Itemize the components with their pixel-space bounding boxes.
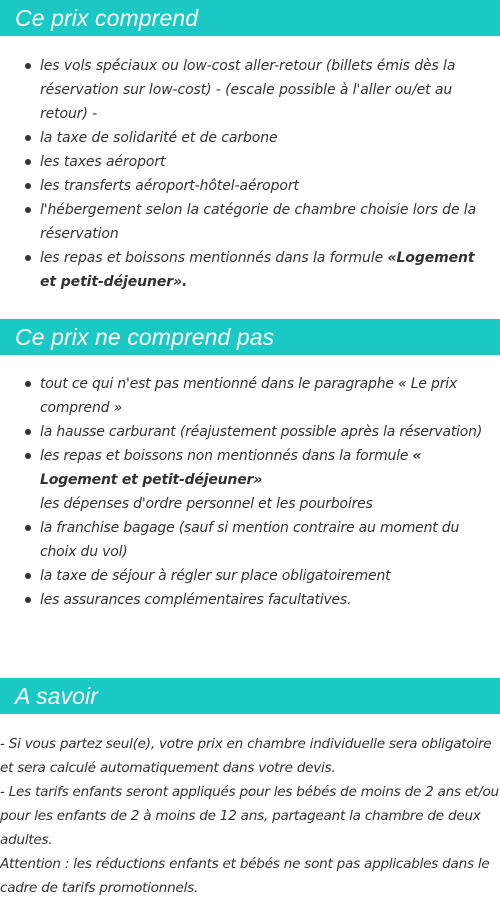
list-item-text: les vols spéciaux ou low-cost aller-retour (billets émis dès la réservation sur low-cost) - (escale possible à l'aller ou/et au retour) -: [40, 58, 456, 122]
list-item: [0, 126, 500, 150]
list-item-text: les transferts aéroport-hôtel-aéroport: [40, 178, 299, 194]
list-item-text: la franchise bagage (sauf si mention contraire au moment du choix du vol): [40, 520, 460, 560]
list-item-bold: « Logement et petit-déjeuner»: [40, 448, 422, 488]
savoir-paragraph: - Si vous partez seul(e), votre prix en chambre individuelle sera obligatoire et sera calculé automatiquement dans votre devis.: [0, 736, 492, 776]
bullet-icon: [25, 525, 31, 531]
bullet-icon: [25, 381, 31, 387]
list-item-text: la hausse carburant (réajustement possible après la réservation): [40, 424, 483, 440]
list-item-extra: les dépenses d'ordre personnel et les pourboires: [40, 496, 373, 512]
list-item: [0, 174, 500, 198]
bullet-icon: [25, 207, 31, 213]
list-item: [0, 588, 500, 612]
list-item-text: les assurances complémentaires facultatives.: [40, 592, 352, 608]
savoir-text: [0, 732, 500, 900]
list-item-text: tout ce qui n'est pas mentionné dans le paragraphe « Le prix comprend »: [40, 376, 458, 416]
bullet-icon: [25, 255, 31, 261]
section-title-included: Ce prix comprend: [15, 4, 199, 31]
bullet-icon: [25, 573, 31, 579]
bullet-icon: [25, 183, 31, 189]
list-item: [0, 54, 500, 126]
list-item: [0, 372, 500, 420]
savoir-paragraph: Attention : les réductions enfants et bébés ne sont pas applicables dans le cadre de tarifs promotionnels.: [0, 856, 490, 896]
bullet-icon: [25, 63, 31, 69]
list-item: [0, 564, 500, 588]
bullet-icon: [25, 135, 31, 141]
list-item-text: la taxe de séjour à régler sur place obligatoirement: [40, 568, 391, 584]
list-item: [0, 246, 500, 294]
section-title-savoir: A savoir: [15, 682, 99, 709]
list-item-text: les taxes aéroport: [40, 154, 166, 170]
excluded-list: [0, 372, 500, 612]
bullet-icon: [25, 453, 31, 459]
list-item: [0, 516, 500, 564]
section-title-excluded: Ce prix ne comprend pas: [15, 323, 275, 350]
bullet-icon: [25, 597, 31, 603]
list-item-text: les repas et boissons non mentionnés dans la formule: [40, 448, 413, 464]
list-item: [0, 150, 500, 174]
savoir-paragraph: - Les tarifs enfants seront appliqués pour les bébés de moins de 2 ans et/ou pour les enfants de 2 à moins de 12 ans, partageant la chambre de deux adultes.: [0, 784, 499, 848]
section-header-included: [0, 0, 500, 36]
section-header-savoir: [0, 678, 500, 714]
list-item-bold: «Logement et petit-déjeuner».: [40, 250, 475, 290]
list-item: [0, 420, 500, 444]
list-item: [0, 444, 500, 516]
list-item-text: l'hébergement selon la catégorie de chambre choisie lors de la réservation: [40, 202, 477, 242]
bullet-icon: [25, 429, 31, 435]
bullet-icon: [25, 159, 31, 165]
list-item-text: les repas et boissons mentionnés dans la formule: [40, 250, 388, 266]
section-header-excluded: [0, 319, 500, 355]
list-item: [0, 198, 500, 246]
included-list: [0, 54, 500, 294]
list-item-text: la taxe de solidarité et de carbone: [40, 130, 278, 146]
